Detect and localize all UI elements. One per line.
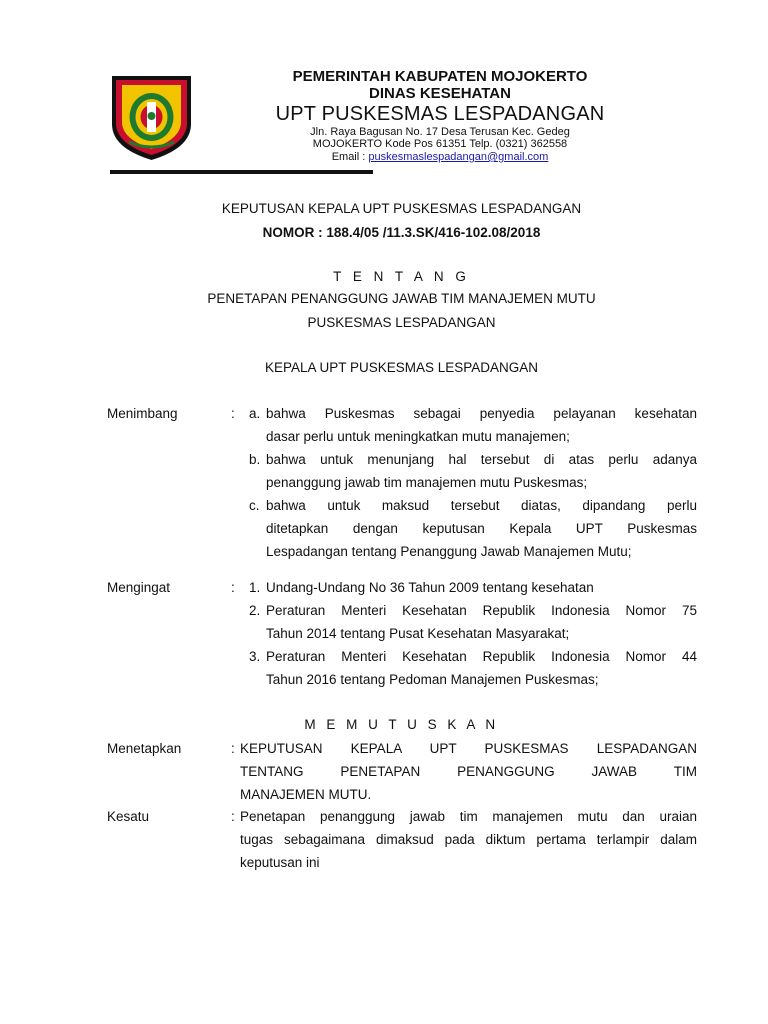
mengingat-item-2-line: Peraturan Menteri Kesehatan Republik Indonesia Nomor 75: [266, 603, 697, 618]
decree-issuer: KEPALA UPT PUSKESMAS LESPADANGAN: [264, 360, 539, 375]
kesatu-line: Penetapan penanggung jawab tim manajemen mutu dan uraian: [240, 809, 697, 824]
menetapkan-label: Menetapkan: [107, 741, 182, 756]
mengingat-item-2-line: Tahun 2014 tentang Pusat Kesehatan Masyarakat;: [266, 626, 570, 641]
menetapkan-line: TENTANG PENETAPAN PENANGGUNG JAWAB TIM: [240, 764, 697, 779]
kesatu-line: keputusan ini: [240, 855, 320, 870]
letterhead-government: PEMERINTAH KABUPATEN MOJOKERTO: [292, 68, 588, 85]
menimbang-item-b-line: penanggung jawab tim manajemen mutu Puskesmas;: [266, 475, 588, 490]
menimbang-label: Menimbang: [107, 406, 178, 421]
mengingat-item-3-line: Peraturan Menteri Kesehatan Republik Indonesia Nomor 44: [266, 649, 697, 664]
decree-number: NOMOR : 188.4/05 /11.3.SK/416-102.08/2018: [262, 225, 541, 240]
kesatu-line: tugas sebagaimana dimaksud pada diktum pertama terlampir dalam: [240, 832, 697, 847]
menetapkan-line: MANAJEMEN MUTU.: [240, 787, 372, 802]
menimbang-item-c-line: ditetapkan dengan keputusan Kepala UPT Puskesmas: [266, 521, 697, 536]
letterhead-divider: [110, 170, 373, 174]
menimbang-item-b-marker: b.: [249, 452, 261, 467]
menimbang-colon: :: [231, 406, 235, 421]
mengingat-colon: :: [231, 580, 235, 595]
letterhead-address: Jln. Raya Bagusan No. 17 Desa Terusan Kec. Gedeg: [310, 126, 570, 138]
memutuskan-heading: M E M U T U S K A N: [304, 717, 499, 732]
menimbang-item-c-line: Lespadangan tentang Penanggung Jawab Manajemen Mutu;: [266, 544, 632, 559]
letterhead-department: DINAS KESEHATAN: [369, 85, 511, 102]
letterhead-address-postal: MOJOKERTO Kode Pos 61351 Telp. (0321) 362558: [312, 138, 568, 150]
menetapkan-text: [240, 737, 697, 806]
kesatu-label: Kesatu: [107, 809, 150, 824]
menetapkan-line: KEPUTUSAN KEPALA UPT PUSKESMAS LESPADANGAN: [240, 741, 697, 756]
mengingat-item-3-marker: 3.: [249, 649, 261, 664]
mengingat-item-1: [266, 576, 697, 599]
menimbang-item-c: [266, 494, 697, 563]
menimbang-item-a-marker: a.: [249, 406, 261, 421]
menetapkan-colon: :: [231, 741, 235, 756]
letterhead-email: [230, 151, 650, 164]
decree-subject-line2: PUSKESMAS LESPADANGAN: [307, 315, 496, 330]
email-link[interactable]: puskesmaslespadangan@gmail.com: [368, 151, 549, 163]
menimbang-item-c-line: bahwa untuk maksud tersebut diatas, dipandang perlu: [266, 498, 697, 513]
menimbang-item-a-line: bahwa Puskesmas sebagai penyedia pelayanan kesehatan: [266, 406, 697, 421]
mengingat-item-1-marker: 1.: [249, 580, 261, 595]
letterhead-institution: UPT PUSKESMAS LESPADANGAN: [275, 103, 605, 125]
email-label: Email :: [331, 151, 369, 163]
menimbang-item-a-line: dasar perlu untuk meningkatkan mutu manajemen;: [266, 429, 570, 444]
mengingat-item-1-line: Undang-Undang No 36 Tahun 2009 tentang kesehatan: [266, 580, 594, 595]
decree-subject-line1: PENETAPAN PENANGGUNG JAWAB TIM MANAJEMEN MUTU: [207, 291, 596, 306]
mengingat-item-3: [266, 645, 697, 691]
menimbang-item-a: [266, 402, 697, 448]
kesatu-text: [240, 805, 697, 874]
tentang-heading: T E N T A N G: [333, 269, 470, 284]
decree-title: KEPUTUSAN KEPALA UPT PUSKESMAS LESPADANGAN: [221, 201, 582, 216]
mengingat-item-3-line: Tahun 2016 tentang Pedoman Manajemen Puskesmas;: [266, 672, 599, 687]
mengingat-label: Mengingat: [107, 580, 171, 595]
mengingat-item-2-marker: 2.: [249, 603, 261, 618]
kabupaten-mojokerto-emblem: [104, 72, 199, 162]
kesatu-colon: :: [231, 809, 235, 824]
mengingat-item-2: [266, 599, 697, 645]
menimbang-item-c-marker: c.: [249, 498, 260, 513]
menimbang-item-b: [266, 448, 697, 494]
menimbang-item-b-line: bahwa untuk menunjang hal tersebut di atas perlu adanya: [266, 452, 697, 467]
